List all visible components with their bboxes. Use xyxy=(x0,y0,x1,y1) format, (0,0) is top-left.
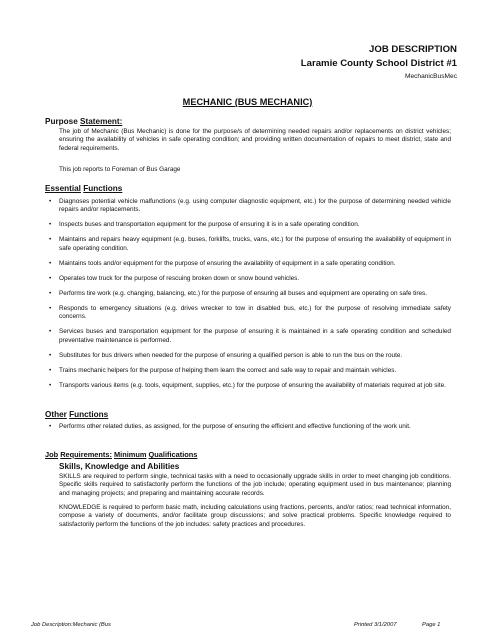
essential-heading-word2: Functions xyxy=(83,184,123,193)
requirements-heading-word1: Job xyxy=(45,450,59,459)
essential-heading-word1: Essential xyxy=(45,184,81,193)
bullet-icon: • xyxy=(49,304,52,312)
bullet-icon: • xyxy=(49,366,52,374)
list-item: • Maintains and repairs heavy equipment (e.g. buses, forklifts, trucks, vans, etc.) for the purpose of ensuring the availability of equipment in safe operating condition. xyxy=(49,236,451,252)
other-heading-word2: Functions xyxy=(69,410,109,419)
skills-knowledge-heading: Skills, Knowledge and Abilities xyxy=(59,462,180,471)
bullet-icon: • xyxy=(49,274,52,282)
other-heading-word1: Other xyxy=(45,410,67,419)
list-item: • Inspects buses and transportation equipment for the purpose of ensuring it is in a safe operating condition. xyxy=(49,221,360,229)
list-item: • Substitutes for bus drivers when needed for the purpose of ensuring a qualified person is able to run the bus on the route. xyxy=(49,351,403,359)
reports-to-text: This job reports to Foreman of Bus Garage xyxy=(59,166,181,173)
list-item: • Responds to emergency situations (e.g. drives wrecker to tow in disabled bus, etc.) for the purpose of resolving immediate safety concerns. xyxy=(49,304,451,321)
footer-doc-name: Job Description:Mechanic (Bus xyxy=(31,622,111,628)
purpose-text: The job of Mechanic (Bus Mechanic) is done for the purpose/s of determining needed repairs and/or replacements on district vehicles; ensuring the availability of vehicles in safe operating condition; and providing written documentation of repairs to meet district, state and federal requirements. xyxy=(59,128,451,152)
bullet-icon: • xyxy=(49,423,52,430)
job-title: MECHANIC (BUS MECHANIC) xyxy=(182,97,313,107)
list-item: • Transports various items (e.g. tools, equipment, supplies, etc.) for the purpose of ensuring the availability of materials required at job site. xyxy=(49,381,446,389)
list-item: • Performs other related duties, as assigned, for the purpose of ensuring the efficient and effective functioning of the work unit. xyxy=(49,423,411,430)
list-item: • Trains mechanic helpers for the purpose of helping them learn the correct and safe way to repair and maintain vehicles. xyxy=(49,366,397,374)
district-name: Laramie County School District #1 xyxy=(300,58,457,69)
bullet-icon: • xyxy=(49,289,52,297)
doc-type-heading: JOB DESCRIPTION xyxy=(369,44,457,55)
list-item: • Services buses and transportation equipment for the purpose of ensuring it is maintained in a safe operating condition and scheduled preventative maintenance is performed. xyxy=(49,328,451,344)
bullet-icon: • xyxy=(49,198,52,205)
list-item: • Performs tire work (e.g. changing, balancing, etc.) for the purpose of ensuring all buses and equipment are operating on safe tires. xyxy=(49,289,428,297)
job-requirements-heading xyxy=(45,450,197,459)
essential-functions-list xyxy=(45,198,451,397)
list-item: • Maintains tools and/or equipment for the purpose of ensuring the availability of equipment in a safe operating condition. xyxy=(49,259,396,267)
bullet-icon: • xyxy=(49,236,52,244)
requirements-heading-word4: Qualifications xyxy=(148,450,198,459)
requirements-heading-word2: Requirements: xyxy=(60,450,112,459)
bullet-icon: • xyxy=(49,259,52,267)
footer-printed-date: Printed 3/1/2007 xyxy=(354,622,397,628)
bullet-icon: • xyxy=(49,328,52,336)
job-code: MechanicBusMec xyxy=(404,73,457,80)
purpose-heading xyxy=(45,117,122,126)
essential-functions-heading xyxy=(45,184,122,193)
list-item: • Operates tow truck for the purpose of rescuing broken down or snow bound vehicles. xyxy=(49,274,300,282)
bullet-icon: • xyxy=(49,381,52,389)
purpose-heading-word1: Purpose xyxy=(45,117,78,126)
skills-text: SKILLS are required to perform single, technical tasks with a need to occasionally upgrade skills in order to meet changing job conditions. Specific skills required to satisfactorily perform the functions of the job include; operating equipment used in bus maintenance; planning and managing projects; and preparing and maintaining accurate records. xyxy=(59,473,451,497)
requirements-heading-word3: Minimum xyxy=(114,450,147,459)
bullet-icon: • xyxy=(49,221,52,229)
bullet-icon: • xyxy=(49,351,52,359)
other-functions-heading xyxy=(45,410,108,419)
list-item: • Diagnoses potential vehicle malfunctions (e.g. using computer diagnostic equipment, etc.) for the purpose of determining needed vehicle repairs and/or replacements. xyxy=(49,198,451,214)
footer-page-number: Page 1 xyxy=(422,622,441,628)
other-functions-list xyxy=(45,423,451,438)
knowledge-text: KNOWLEDGE is required to perform basic math, including calculations using fractions, percents, and/or ratios; read technical information, compose a variety of documents, and/or facilitate group discussions; and solve practical problems. Specific knowledge required to satisfactorily perform the functions of the job includes: safety practices and procedures. xyxy=(59,504,451,528)
purpose-heading-word2: Statement: xyxy=(80,117,123,126)
